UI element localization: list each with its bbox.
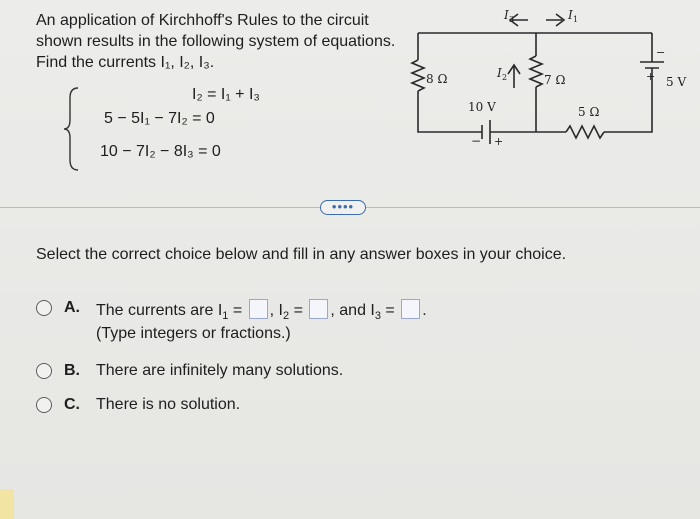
resistor-7-zigzag [530,56,542,87]
problem-statement: An application of Kirchhoff's Rules to the circuit shown results in the following system of equations. Find the currents I₁, I₂, I₃. [36,12,396,71]
label-i3-sub: 3 [509,15,515,24]
left-edge-highlight [0,489,14,519]
answer-box-i1[interactable] [249,299,268,319]
label-i2: I [497,66,502,80]
i1-arrow [546,14,564,26]
i2-arrow [508,65,520,88]
equation-1: I₂ = I₁ + I₃ [192,86,260,103]
option-a-radio[interactable] [36,300,52,316]
label-plus-10v: + [494,135,504,148]
battery-5v [640,33,664,96]
option-a[interactable] [36,299,656,343]
system-brace [62,86,82,172]
label-v1: 10 V [468,100,496,114]
option-c-radio[interactable] [36,397,52,413]
option-b-text: There are infinitely many solutions. [96,362,344,379]
label-r2: 7 Ω [544,73,566,87]
label-r1: 8 Ω [426,72,448,86]
expand-button[interactable]: •••• [320,200,366,215]
option-c-letter: C. [64,396,80,413]
equation-3: 10 − 7I₂ − 8I₃ = 0 [100,143,221,160]
equation-2: 5 − 5I₁ − 7I₂ = 0 [104,110,215,127]
option-b[interactable] [36,362,436,382]
label-plus-5v: + [646,70,656,83]
label-i1-sub: 1 [573,15,579,24]
label-i2-sub: 2 [502,73,508,82]
label-minus-10v: − [471,134,482,148]
instruction-text: Select the correct choice below and fill in any answer boxes in your choice. [36,246,567,263]
answer-box-i3[interactable] [401,299,420,319]
label-minus-5v: − [656,46,666,59]
option-b-radio[interactable] [36,363,52,379]
resistor-5-zigzag [566,126,604,138]
label-i1: I [568,8,573,22]
circuit-diagram [396,4,700,164]
answer-box-i2[interactable] [309,299,328,319]
label-r3: 5 Ω [578,105,600,119]
option-b-letter: B. [64,362,80,379]
option-c-text: There is no solution. [96,396,241,413]
option-a-text: The currents are $I_1$ = , $I_2$ = , and $I_3$ = . [96,299,427,322]
option-a-letter: A. [64,299,80,316]
label-v2: 5 V [666,75,687,89]
label-i3: I [504,8,509,22]
option-c[interactable] [36,396,436,416]
option-a-hint: (Type integers or fractions.) [96,325,291,342]
resistor-8-zigzag [412,60,424,91]
